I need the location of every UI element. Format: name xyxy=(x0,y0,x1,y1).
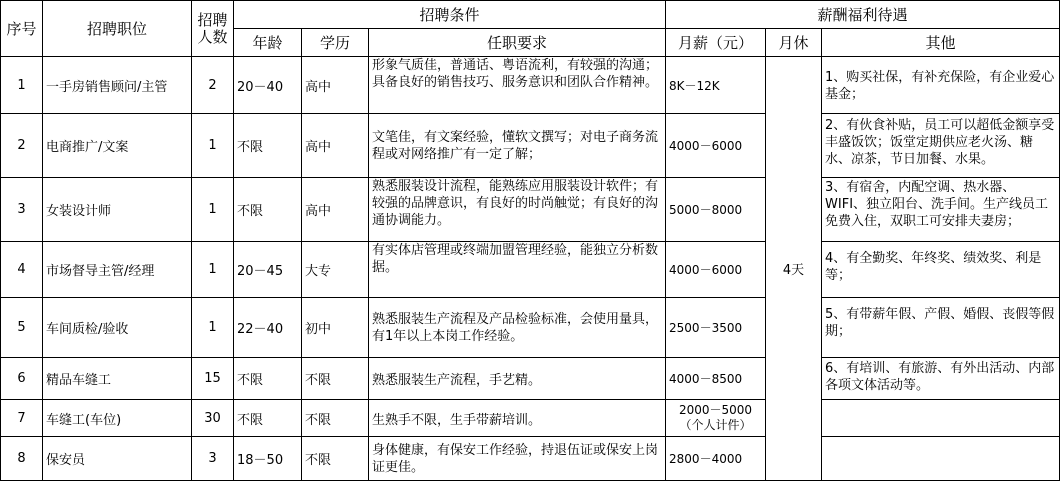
seq-cell: 2 xyxy=(1,114,43,178)
age-cell: 不限 xyxy=(234,358,302,400)
position-header: 招聘职位 xyxy=(43,1,192,57)
education-cell: 大专 xyxy=(302,242,369,298)
position-cell: 电商推广/文案 xyxy=(43,114,192,178)
benefit-text: 4、有全勤奖、年终奖、绩效奖、利是等； xyxy=(825,251,1042,283)
education-cell: 不限 xyxy=(302,400,369,437)
count-header-line1: 招聘 xyxy=(197,10,228,29)
position-cell: 市场督导主管/经理 xyxy=(43,242,192,298)
age-cell: 不限 xyxy=(234,114,302,178)
education-cell: 初中 xyxy=(302,298,369,358)
benefit-cell xyxy=(822,358,1060,400)
age-cell: 20－40 xyxy=(234,57,302,114)
requirements-cell xyxy=(369,114,666,178)
seq-cell: 8 xyxy=(1,437,43,481)
table-row xyxy=(1,242,1060,298)
requirements-cell xyxy=(369,242,666,298)
table-row xyxy=(1,298,1060,358)
age-header: 年龄 xyxy=(234,29,302,57)
conditions-header: 招聘条件 xyxy=(234,1,666,29)
requirements-header: 任职要求 xyxy=(369,29,666,57)
count-cell: 30 xyxy=(192,400,234,437)
other-header: 其他 xyxy=(822,29,1060,57)
rest-days-cell: 4天 xyxy=(766,57,822,481)
table-row xyxy=(1,358,1060,400)
count-cell: 1 xyxy=(192,114,234,178)
position-cell: 女装设计师 xyxy=(43,178,192,242)
benefit-cell-empty xyxy=(822,437,1060,481)
count-cell: 2 xyxy=(192,57,234,114)
age-cell: 不限 xyxy=(234,178,302,242)
count-header xyxy=(192,1,234,57)
seq-cell: 3 xyxy=(1,178,43,242)
seq-cell: 6 xyxy=(1,358,43,400)
table-row xyxy=(1,57,1060,114)
benefit-cell xyxy=(822,298,1060,358)
salary-cell: 4000－8500 xyxy=(666,358,766,400)
requirements-text: 有实体店管理或终端加盟管理经验，能独立分析数据。 xyxy=(372,243,659,275)
salary-note: （个人计件） xyxy=(679,418,752,432)
table-row xyxy=(1,437,1060,481)
salary-cell: 8K－12K xyxy=(666,57,766,114)
age-cell: 18－50 xyxy=(234,437,302,481)
benefit-text: 2、有伙食补贴，员工可以超低金额享受丰盛饭饮；饭堂定期供应老火汤、糖水、凉茶，节日加餐、水果。 xyxy=(825,118,1055,167)
requirements-text: 熟悉服装设计流程，能熟练应用服装设计软件；有较强的品牌意识，有良好的时尚触觉；有良好的沟通协调能力。 xyxy=(372,179,659,228)
education-cell: 不限 xyxy=(302,437,369,481)
education-header: 学历 xyxy=(302,29,369,57)
count-cell: 1 xyxy=(192,242,234,298)
requirements-cell xyxy=(369,437,666,481)
requirements-cell xyxy=(369,57,666,114)
seq-cell: 7 xyxy=(1,400,43,437)
age-cell: 不限 xyxy=(234,400,302,437)
benefit-text: 6、有培训、有旅游、有外出活动、内部各项文体活动等。 xyxy=(825,361,1055,393)
rest-header: 月休 xyxy=(766,29,822,57)
salary-header: 月薪（元） xyxy=(666,29,766,57)
header-row-1 xyxy=(1,1,1060,29)
benefit-text: 5、有带薪年假、产假、婚假、丧假等假期； xyxy=(825,307,1055,339)
count-cell: 1 xyxy=(192,298,234,358)
benefits-header: 薪酬福利待遇 xyxy=(666,1,1060,29)
position-cell: 车缝工(车位) xyxy=(43,400,192,437)
requirements-cell: 熟悉服装生产流程，手艺精。 xyxy=(369,358,666,400)
benefit-cell xyxy=(822,114,1060,178)
requirements-cell: 生熟手不限，生手带薪培训。 xyxy=(369,400,666,437)
count-cell: 3 xyxy=(192,437,234,481)
requirements-cell xyxy=(369,298,666,358)
seq-cell: 4 xyxy=(1,242,43,298)
table-row xyxy=(1,178,1060,242)
requirements-cell xyxy=(369,178,666,242)
count-cell: 15 xyxy=(192,358,234,400)
salary-cell: 4000－6000 xyxy=(666,242,766,298)
salary-cell: 4000－6000 xyxy=(666,114,766,178)
table-row xyxy=(1,114,1060,178)
position-cell: 车间质检/验收 xyxy=(43,298,192,358)
benefit-text: 3、有宿舍，内配空调、热水器、WIFI、独立阳台、洗手间。生产线员工免费入住，双职工可安排夫妻房； xyxy=(825,180,1049,229)
education-cell: 不限 xyxy=(302,358,369,400)
position-cell: 一手房销售顾问/主管 xyxy=(43,57,192,114)
salary-cell: 2800－4000 xyxy=(666,437,766,481)
position-cell: 保安员 xyxy=(43,437,192,481)
seq-cell: 5 xyxy=(1,298,43,358)
benefit-cell-empty xyxy=(822,400,1060,437)
table-row xyxy=(1,400,1060,437)
requirements-text: 熟悉服装生产流程及产品检验标准，会使用量具，有1年以上本岗工作经验。 xyxy=(372,311,659,344)
seq-header: 序号 xyxy=(1,1,43,57)
count-header-line2: 人数 xyxy=(197,27,228,46)
count-cell: 1 xyxy=(192,178,234,242)
salary-range: 2000－5000 xyxy=(678,403,753,417)
education-cell: 高中 xyxy=(302,57,369,114)
age-cell: 20－45 xyxy=(234,242,302,298)
education-cell: 高中 xyxy=(302,114,369,178)
requirements-text: 文笔佳，有文案经验，懂软文撰写；对电子商务流程或对网络推广有一定了解； xyxy=(372,129,659,162)
education-cell: 高中 xyxy=(302,178,369,242)
requirements-text: 身体健康，有保安工作经验，持退伍证或保安上岗证更佳。 xyxy=(372,442,659,475)
benefit-cell xyxy=(822,242,1060,298)
requirements-text: 形象气质佳，普通话、粤语流利，有较强的沟通；具备良好的销售技巧、服务意识和团队合作精神。 xyxy=(372,58,659,90)
salary-cell: 5000－8000 xyxy=(666,178,766,242)
age-cell: 22－40 xyxy=(234,298,302,358)
salary-cell xyxy=(666,400,766,437)
position-cell: 精品车缝工 xyxy=(43,358,192,400)
salary-cell: 2500－3500 xyxy=(666,298,766,358)
benefit-cell xyxy=(822,57,1060,114)
seq-cell: 1 xyxy=(1,57,43,114)
benefit-cell xyxy=(822,178,1060,242)
benefit-text: 1、购买社保，有补充保险，有企业爱心基金； xyxy=(825,70,1055,102)
